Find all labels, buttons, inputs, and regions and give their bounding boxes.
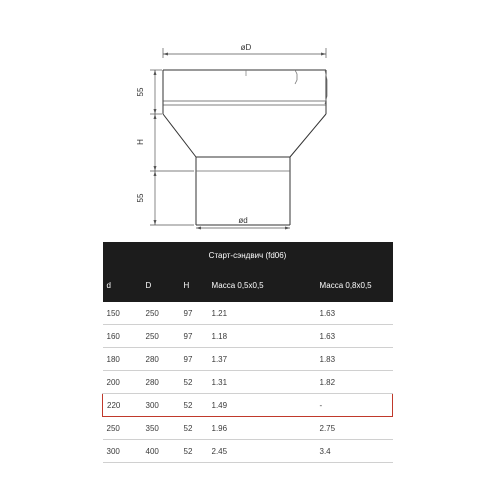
table-row: [103, 325, 393, 348]
table-cell: 350: [142, 417, 180, 440]
table-row: [103, 302, 393, 325]
table-title-row: [103, 242, 393, 269]
header-mass-05: Масса 0,5х0,5: [208, 269, 316, 302]
header-H: H: [180, 269, 208, 302]
table-cell: 52: [180, 417, 208, 440]
table-cell: 300: [103, 440, 142, 463]
table-cell: 52: [180, 371, 208, 394]
table-cell: 1.83: [316, 348, 393, 371]
table-cell: 1.82: [316, 371, 393, 394]
table-cell: 2.75: [316, 417, 393, 440]
header-d: d: [103, 269, 142, 302]
specification-table: [102, 242, 393, 463]
table-cell: 300: [142, 394, 180, 417]
inner-diameter-label: ød: [238, 216, 248, 225]
table-cell: 1.31: [208, 371, 316, 394]
table-row: [103, 348, 393, 371]
table-cell: 2.45: [208, 440, 316, 463]
table-cell: 200: [103, 371, 142, 394]
table-cell: 52: [180, 440, 208, 463]
height-top-label: 55: [136, 87, 145, 97]
inner-diameter-dimension: [196, 227, 290, 230]
pipe-adapter-outline: [163, 70, 327, 225]
table-cell: 250: [142, 325, 180, 348]
table-cell: -: [316, 394, 393, 417]
table-cell: 1.18: [208, 325, 316, 348]
table-cell: 150: [103, 302, 142, 325]
table-title: Старт-сэндвич (fd06): [103, 242, 393, 269]
table-cell: 1.21: [208, 302, 316, 325]
height-bottom-label: 55: [136, 193, 145, 203]
height-mid-label: H: [136, 139, 145, 145]
table-cell: 400: [142, 440, 180, 463]
height-dimensions: [150, 70, 194, 225]
table-cell: 97: [180, 325, 208, 348]
table-cell: 1.63: [316, 302, 393, 325]
table-header-row: [103, 269, 393, 302]
table-cell: 250: [142, 302, 180, 325]
table-cell: 180: [103, 348, 142, 371]
table-row: [103, 440, 393, 463]
header-D: D: [142, 269, 180, 302]
table-cell: 1.49: [208, 394, 316, 417]
table-cell: 3.4: [316, 440, 393, 463]
header-mass-08: Масса 0,8х0,5: [316, 269, 393, 302]
table-row: [103, 394, 393, 417]
table-cell: 280: [142, 371, 180, 394]
table-cell: 97: [180, 348, 208, 371]
table-cell: 220: [103, 394, 142, 417]
table-cell: 160: [103, 325, 142, 348]
table-row: [103, 417, 393, 440]
table-cell: 1.96: [208, 417, 316, 440]
table-cell: 280: [142, 348, 180, 371]
table-cell: 250: [103, 417, 142, 440]
table-cell: 52: [180, 394, 208, 417]
outer-diameter-label: øD: [240, 43, 252, 52]
table-cell: 1.63: [316, 325, 393, 348]
table-cell: 1.37: [208, 348, 316, 371]
technical-drawing: [0, 0, 500, 235]
table-cell: 97: [180, 302, 208, 325]
table-row: [103, 371, 393, 394]
